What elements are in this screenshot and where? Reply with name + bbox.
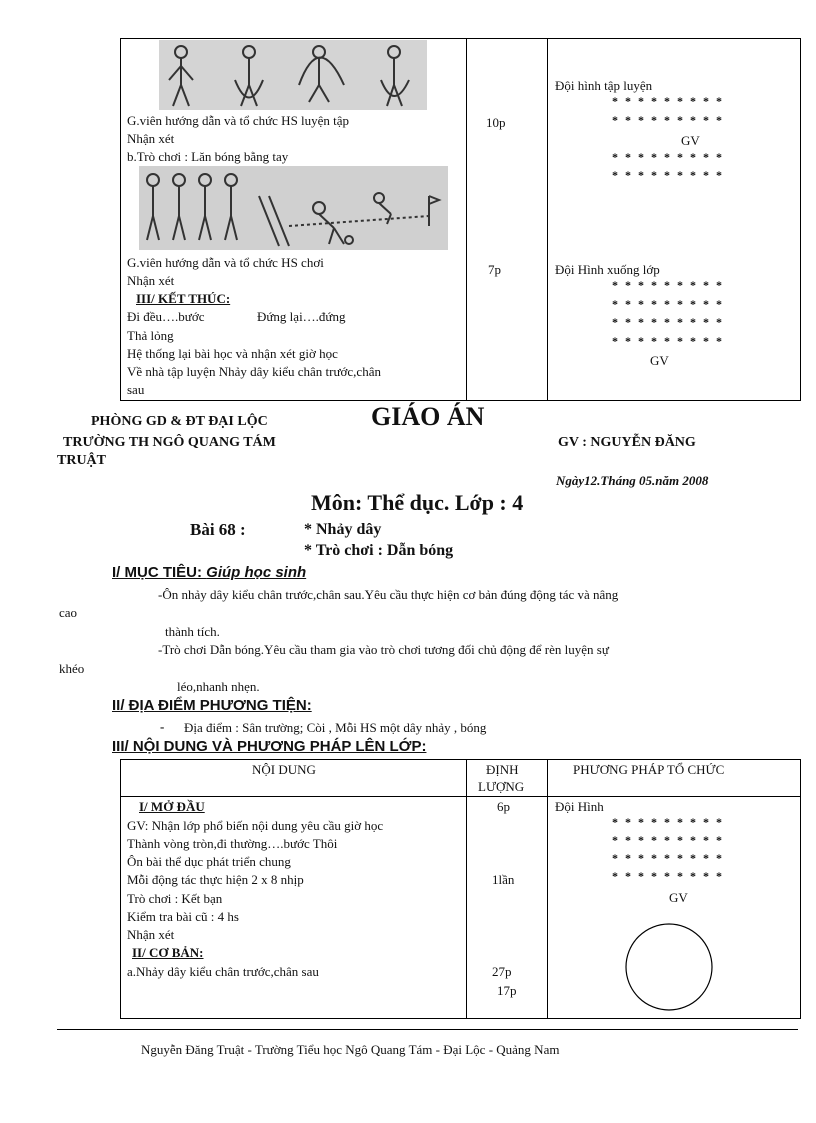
ket-thuc-line: Thả lỏng: [127, 328, 174, 343]
dia-diem-heading: II/ ĐỊA ĐIỂM PHƯƠNG TIỆN:: [112, 697, 312, 714]
instruction-line: G.viên hướng dẫn và tổ chức HS luyện tập: [127, 113, 350, 128]
stars-row: * * * * * * * * *: [612, 334, 722, 348]
time-27p: 27p: [492, 964, 512, 979]
table-row: Ôn bài thể dục phát triển chung: [127, 854, 291, 869]
col-header-method: PHƯƠNG PHÁP TỔ CHỨC: [573, 762, 725, 777]
ket-thuc-line: sau: [127, 382, 145, 397]
subject-line: Môn: Thể dục. Lớp : 4: [311, 490, 524, 515]
table-row: Kiểm tra bài cũ : 4 hs: [127, 909, 239, 924]
time-7p: 7p: [488, 262, 501, 277]
footer-rule: [57, 1029, 798, 1030]
jump-rope-illustration: [159, 40, 427, 110]
stars-row: * * * * * * * * *: [612, 869, 722, 883]
table-row: GV: Nhận lớp phổ biến nội dung yêu cầu giờ học: [127, 818, 384, 833]
stars-row: * * * * * * * * *: [612, 150, 722, 164]
circle-formation-ring: [626, 924, 712, 1010]
gv-label: GV: [681, 133, 700, 148]
formation-label: Đội Hình: [555, 799, 604, 814]
time-1lan: 1lần: [492, 872, 515, 887]
gv-label-2: GV: [650, 353, 669, 368]
table-row: Nhận xét: [127, 927, 175, 942]
comment-line-2: Nhận xét: [127, 273, 175, 288]
game-line: b.Trò chơi : Lăn bóng bằng tay: [127, 149, 289, 164]
noi-dung-heading: III/ NỘI DUNG VÀ PHƯƠNG PHÁP LÊN LỚP:: [112, 738, 427, 755]
top-table-divider-1: [466, 38, 467, 400]
time-6p: 6p: [497, 799, 510, 814]
stars-row: * * * * * * * * *: [612, 113, 722, 127]
stars-row: * * * * * * * * *: [612, 851, 722, 865]
lesson-table-header-rule: [120, 796, 800, 797]
stars-row: * * * * * * * * *: [612, 315, 722, 329]
dia-diem-text: Địa điểm : Sân trường; Còi , Mỗi HS một dây nhảy , bóng: [184, 720, 487, 735]
stars-row: * * * * * * * * *: [612, 278, 722, 292]
col-header-quantity-a: ĐỊNH: [486, 762, 519, 777]
ket-thuc-heading: III/ KẾT THÚC:: [136, 291, 231, 306]
muc-tieu-line-2: thành tích.: [165, 624, 220, 639]
muc-tieu-heading: [112, 564, 306, 581]
time-17p: 17p: [497, 983, 517, 998]
muc-tieu-heading-text: I/ MỤC TIÊU:: [112, 564, 202, 581]
stars-row: * * * * * * * * *: [612, 815, 722, 829]
stars-row: * * * * * * * * *: [612, 297, 722, 311]
ket-thuc-line-1a: Đi đều….bước: [127, 309, 205, 324]
rolling-ball-illustration: [139, 166, 448, 250]
mo-dau-heading: I/ MỞ ĐẦU: [139, 799, 205, 814]
instruction-line-2: G.viên hướng dẫn và tổ chức HS chơi: [127, 255, 324, 270]
stars-row: * * * * * * * * *: [612, 833, 722, 847]
dia-diem-bullet: -: [160, 719, 165, 734]
teacher-label: GV : NGUYỄN ĐĂNG: [558, 435, 696, 450]
time-10p: 10p: [486, 115, 506, 130]
topic-1: * Nhảy dây: [304, 521, 382, 538]
table-row: Mỗi động tác thực hiện 2 x 8 nhịp: [127, 872, 304, 887]
stars-row: * * * * * * * * *: [612, 94, 722, 108]
col-header-content: NỘI DUNG: [252, 762, 316, 777]
formation-label-2: Đội Hình xuống lớp: [555, 262, 660, 277]
page-title: GIÁO ÁN: [371, 402, 485, 431]
table-row: Thành vòng tròn,đi thường….bước Thôi: [127, 836, 338, 851]
muc-tieu-line-4: léo,nhanh nhẹn.: [177, 679, 260, 694]
teacher-surname: TRUẬT: [57, 453, 107, 468]
stars-row: * * * * * * * * *: [612, 168, 722, 182]
circle-formation: [624, 922, 714, 1012]
school-name: TRƯỜNG TH NGÔ QUANG TÁM: [63, 435, 276, 450]
formation-label-1: Đội hình tập luyện: [555, 78, 653, 93]
lesson-number: Bài 68 :: [190, 520, 246, 539]
muc-tieu-line-1: -Ôn nhảy dây kiểu chân trước,chân sau.Yêu cầu thực hiện cơ bản đúng động tác và nâng: [158, 587, 619, 602]
top-table-divider-2: [547, 38, 548, 400]
muc-tieu-line-1-wrap: cao: [59, 605, 78, 620]
ket-thuc-line: Hệ thống lại bài học và nhận xét giờ học: [127, 346, 338, 361]
muc-tieu-line-3-wrap: khéo: [59, 661, 85, 676]
gv-label: GV: [669, 890, 688, 905]
col-header-quantity-b: LƯỢNG: [478, 779, 525, 794]
table-row: Trò chơi : Kết bạn: [127, 891, 223, 906]
comment-line: Nhận xét: [127, 131, 175, 146]
muc-tieu-line-3: -Trò chơi Dẫn bóng.Yêu cầu tham gia vào trò chơi tương đối chủ động để rèn luyện sự: [158, 642, 609, 657]
lesson-table-divider-2: [547, 759, 548, 1018]
footer-text: Nguyễn Đăng Truật - Trường Tiểu học Ngô Quang Tám - Đại Lộc - Quảng Nam: [141, 1042, 560, 1057]
table-row: a.Nhảy dây kiểu chân trước,chân sau: [127, 964, 319, 979]
muc-tieu-sub: Giúp học sinh: [206, 564, 307, 581]
date: Ngày12.Tháng 05.năm 2008: [556, 473, 709, 488]
co-ban-heading: II/ CƠ BẢN:: [132, 945, 204, 960]
ket-thuc-line-1b: Đứng lại….đứng: [257, 309, 346, 324]
lesson-table-divider-1: [466, 759, 467, 1018]
ket-thuc-line: Về nhà tập luyện Nhảy dây kiểu chân trước,chân: [127, 364, 381, 379]
topic-2: * Trò chơi : Dẫn bóng: [304, 542, 454, 559]
school-office: PHÒNG GD & ĐT ĐẠI LỘC: [91, 414, 268, 429]
